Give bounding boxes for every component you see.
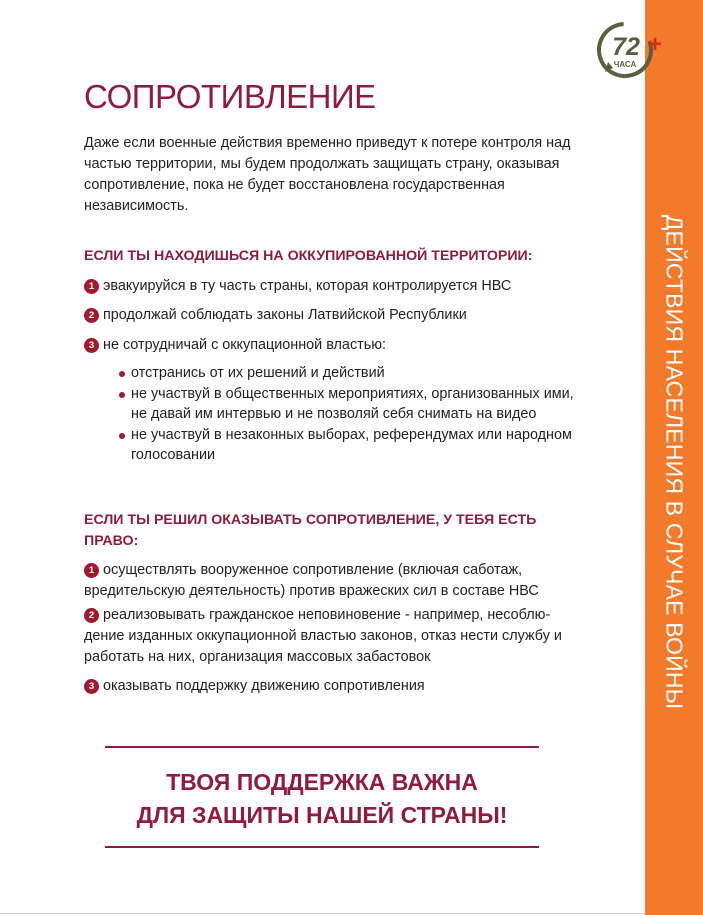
- section1-item-3: [84, 335, 584, 356]
- number-badge: 1: [84, 279, 99, 294]
- section2-item-1: [84, 560, 584, 602]
- logo-number: 72: [612, 33, 640, 61]
- logo-plus: +: [648, 31, 663, 58]
- logo-word: ЧАСА: [613, 60, 637, 69]
- section2-item-3-text: оказывать поддержку движению сопротивления: [103, 678, 425, 694]
- bullet-item: не участвуй в общественных мероприятиях, организованных ими, не давай им интервью и не позволяй себя снимать на видео: [131, 384, 581, 425]
- section2-item-2-text: реализовывать гражданское неповиновение - например, несоблюдение изданных оккупационной властью законов, отказ нести службу и работать на них, организация массовых забастовок: [84, 607, 562, 665]
- page-title: СОПРОТИВЛЕНИЕ: [84, 78, 376, 115]
- section2-item-2: [84, 605, 584, 668]
- call-to-action: [84, 766, 560, 832]
- section2-heading: ЕСЛИ ТЫ РЕШИЛ ОКАЗЫВАТЬ СОПРОТИВЛЕНИЕ, У ТЕБЯ ЕСТЬ ПРАВО:: [84, 512, 537, 549]
- section1-item-2: [84, 305, 584, 326]
- logo-72-hours: [592, 14, 672, 82]
- section2-item-3: [84, 676, 584, 697]
- intro-paragraph: Даже если военные действия временно приведут к потере контроля над частью территории, мы будем продолжать защищать страну, оказывая сопротивление, пока не будет восстановлена государственная независимость.: [84, 135, 571, 214]
- section1-heading: ЕСЛИ ТЫ НАХОДИШЬСЯ НА ОККУПИРОВАННОЙ ТЕРРИТОРИИ:: [84, 248, 533, 264]
- number-badge: 2: [84, 308, 99, 323]
- section1-item-1-text: эвакуируйся в ту часть страны, которая контролируется НВС: [103, 278, 512, 294]
- cta-line-1: ТВОЯ ПОДДЕРЖКА ВАЖНА: [166, 769, 478, 795]
- number-badge: 2: [84, 608, 99, 623]
- cta-line-2: ДЛЯ ЗАЩИТЫ НАШЕЙ СТРАНЫ!: [136, 802, 508, 828]
- side-title: ДЕЙСТВИЯ НАСЕЛЕНИЯ В СЛУЧАЕ ВОЙНЫ: [661, 214, 688, 710]
- section1-item-1: [84, 276, 584, 297]
- divider-bottom: [105, 846, 539, 848]
- number-badge: 3: [84, 338, 99, 353]
- number-badge: 1: [84, 563, 99, 578]
- divider-top: [105, 746, 539, 748]
- bullet-item: отстранись от их решений и действий: [131, 363, 581, 384]
- section1-bullet-list: [131, 363, 581, 466]
- bullet-item: не участвуй в незаконных выборах, референдумах или народном голосовании: [131, 425, 581, 466]
- number-badge: 3: [84, 679, 99, 694]
- section1-item-3-text: не сотрудничай с оккупационной властью:: [103, 337, 387, 353]
- section1-item-2-text: продолжай соблюдать законы Латвийской Республики: [103, 307, 467, 323]
- section2-item-1-text: осуществлять вооруженное сопротивление (включая саботаж, вредительскую деятельность) против вражеских сил в составе НВС: [84, 562, 539, 599]
